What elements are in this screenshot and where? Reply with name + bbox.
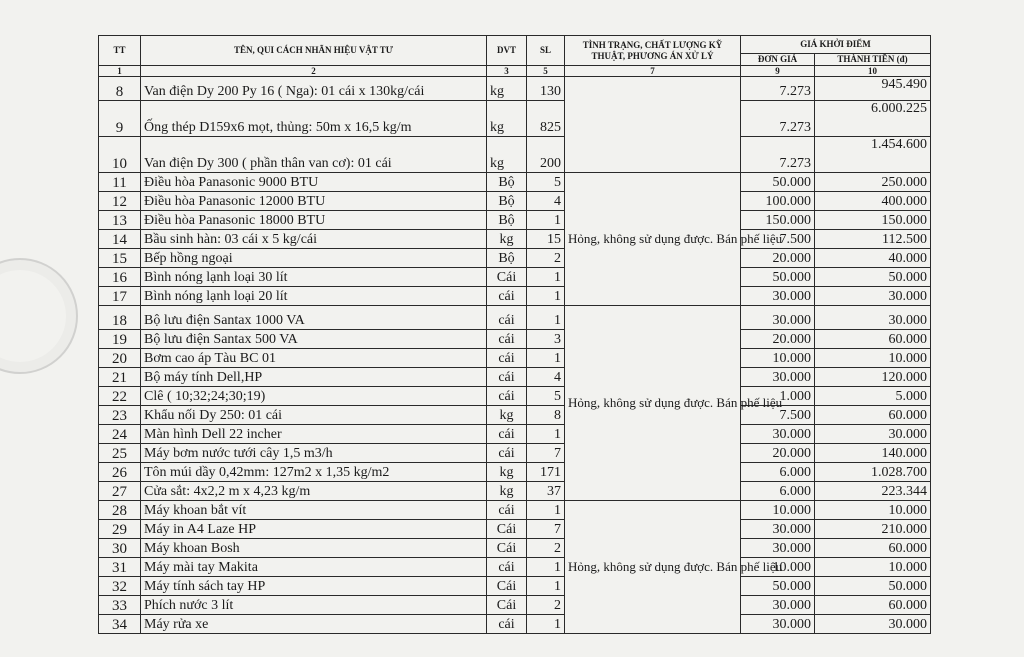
row-qty: 171 <box>527 463 565 482</box>
row-unit: kg <box>487 230 527 249</box>
row-tt: 24 <box>99 425 141 444</box>
row-price: 30.000 <box>741 287 815 306</box>
row-amount: 60.000 <box>815 406 931 425</box>
row-unit: cái <box>487 501 527 520</box>
row-amount: 40.000 <box>815 249 931 268</box>
row-amount: 5.000 <box>815 387 931 406</box>
table-row <box>99 425 931 444</box>
row-price: 20.000 <box>741 330 815 349</box>
row-tt: 28 <box>99 501 141 520</box>
row-amount: 10.000 <box>815 558 931 577</box>
table-row <box>99 101 931 137</box>
row-name: Máy khoan bắt vít <box>141 501 487 520</box>
row-amount: 250.000 <box>815 173 931 192</box>
row-tt: 20 <box>99 349 141 368</box>
header-tt: TT <box>99 36 141 66</box>
row-amount: 60.000 <box>815 539 931 558</box>
row-price: 10.000 <box>741 349 815 368</box>
row-price: 7.273 <box>741 77 815 101</box>
table-row <box>99 349 931 368</box>
col-number: 1 <box>99 66 141 77</box>
header-sl: SL <box>527 36 565 66</box>
status-note: Hỏng, không sử dụng được. Bán phế liệu <box>565 501 741 634</box>
row-amount: 30.000 <box>815 425 931 444</box>
row-amount: 945.490 <box>815 77 931 101</box>
row-qty: 1 <box>527 425 565 444</box>
row-amount: 10.000 <box>815 501 931 520</box>
row-name: Bình nóng lạnh loại 30 lít <box>141 268 487 287</box>
row-name: Máy bơm nước tưới cây 1,5 m3/h <box>141 444 487 463</box>
header-name: TÊN, QUI CÁCH NHÃN HIỆU VẬT TƯ <box>141 36 487 66</box>
row-qty: 7 <box>527 520 565 539</box>
row-unit: kg <box>487 463 527 482</box>
row-unit: kg <box>487 482 527 501</box>
row-qty: 1 <box>527 501 565 520</box>
table-row <box>99 306 931 330</box>
row-name: Điều hòa Panasonic 18000 BTU <box>141 211 487 230</box>
row-price: 30.000 <box>741 539 815 558</box>
row-unit: Cái <box>487 577 527 596</box>
row-name: Van điện Dy 200 Py 16 ( Nga): 01 cái x 130kg/cái <box>141 77 487 101</box>
row-unit: cái <box>487 558 527 577</box>
row-qty: 1 <box>527 211 565 230</box>
table-row <box>99 577 931 596</box>
row-unit: cái <box>487 444 527 463</box>
row-qty: 2 <box>527 596 565 615</box>
row-tt: 13 <box>99 211 141 230</box>
row-amount: 50.000 <box>815 577 931 596</box>
col-number: 2 <box>141 66 487 77</box>
row-name: Máy mài tay Makita <box>141 558 487 577</box>
row-tt: 17 <box>99 287 141 306</box>
faded-stamp <box>0 258 78 374</box>
row-unit: kg <box>487 101 527 137</box>
table-row <box>99 482 931 501</box>
header-amount: THÀNH TIỀN (đ) <box>815 54 931 66</box>
row-price: 20.000 <box>741 444 815 463</box>
row-qty: 7 <box>527 444 565 463</box>
col-number: 10 <box>815 66 931 77</box>
row-price: 6.000 <box>741 463 815 482</box>
row-tt: 27 <box>99 482 141 501</box>
row-tt: 23 <box>99 406 141 425</box>
row-qty: 4 <box>527 368 565 387</box>
status-note: Hỏng, không sử dụng được. Bán phế liệu <box>565 306 741 501</box>
row-qty: 1 <box>527 349 565 368</box>
table-row <box>99 558 931 577</box>
row-price: 7.273 <box>741 137 815 173</box>
row-qty: 1 <box>527 577 565 596</box>
row-name: Cửa sắt: 4x2,2 m x 4,23 kg/m <box>141 482 487 501</box>
row-price: 7.273 <box>741 101 815 137</box>
row-tt: 31 <box>99 558 141 577</box>
row-tt: 15 <box>99 249 141 268</box>
row-qty: 2 <box>527 539 565 558</box>
table-row <box>99 287 931 306</box>
row-qty: 1 <box>527 268 565 287</box>
row-name: Bộ lưu điện Santax 500 VA <box>141 330 487 349</box>
row-price: 50.000 <box>741 268 815 287</box>
row-qty: 1 <box>527 558 565 577</box>
row-unit: cái <box>487 306 527 330</box>
row-unit: cái <box>487 330 527 349</box>
header-price-group: GIÁ KHỞI ĐIỂM <box>741 36 931 54</box>
row-amount: 30.000 <box>815 287 931 306</box>
table-row <box>99 230 931 249</box>
row-price: 6.000 <box>741 482 815 501</box>
row-qty: 1 <box>527 287 565 306</box>
row-tt: 29 <box>99 520 141 539</box>
row-name: Clê ( 10;32;24;30;19) <box>141 387 487 406</box>
row-price: 7.500 <box>741 230 815 249</box>
row-unit: cái <box>487 387 527 406</box>
row-unit: kg <box>487 77 527 101</box>
row-price: 10.000 <box>741 501 815 520</box>
header-status: TÌNH TRẠNG, CHẤT LƯỢNG KỸ THUẬT, PHƯƠNG ÁN XỬ LÝ <box>565 36 741 66</box>
row-tt: 21 <box>99 368 141 387</box>
row-amount: 210.000 <box>815 520 931 539</box>
row-price: 20.000 <box>741 249 815 268</box>
row-price: 30.000 <box>741 520 815 539</box>
row-unit: cái <box>487 287 527 306</box>
row-name: Van điện Dy 300 ( phần thân van cơ): 01 cái <box>141 137 487 173</box>
row-amount: 6.000.225 <box>815 101 931 137</box>
row-tt: 18 <box>99 306 141 330</box>
table-row <box>99 211 931 230</box>
header-unit-price: ĐƠN GIÁ <box>741 54 815 66</box>
col-number: 5 <box>527 66 565 77</box>
row-tt: 33 <box>99 596 141 615</box>
row-qty: 15 <box>527 230 565 249</box>
row-name: Máy khoan Bosh <box>141 539 487 558</box>
asset-price-table <box>98 35 931 634</box>
row-tt: 25 <box>99 444 141 463</box>
row-unit: Bộ <box>487 249 527 268</box>
row-tt: 8 <box>99 77 141 101</box>
row-price: 50.000 <box>741 173 815 192</box>
row-price: 7.500 <box>741 406 815 425</box>
table-row <box>99 137 931 173</box>
row-qty: 825 <box>527 101 565 137</box>
row-name: Bình nóng lạnh loại 20 lít <box>141 287 487 306</box>
row-tt: 10 <box>99 137 141 173</box>
row-amount: 10.000 <box>815 349 931 368</box>
table-row <box>99 406 931 425</box>
table-row <box>99 192 931 211</box>
row-tt: 11 <box>99 173 141 192</box>
row-amount: 120.000 <box>815 368 931 387</box>
row-qty: 3 <box>527 330 565 349</box>
row-tt: 19 <box>99 330 141 349</box>
table-row <box>99 539 931 558</box>
table-row <box>99 463 931 482</box>
header-dvt: DVT <box>487 36 527 66</box>
row-qty: 1 <box>527 615 565 634</box>
row-name: Tôn múi dầy 0,42mm: 127m2 x 1,35 kg/m2 <box>141 463 487 482</box>
row-name: Máy rửa xe <box>141 615 487 634</box>
row-amount: 50.000 <box>815 268 931 287</box>
row-amount: 30.000 <box>815 306 931 330</box>
row-amount: 1.028.700 <box>815 463 931 482</box>
row-name: Bơm cao áp Tàu BC 01 <box>141 349 487 368</box>
row-qty: 4 <box>527 192 565 211</box>
table-row <box>99 268 931 287</box>
row-price: 30.000 <box>741 368 815 387</box>
row-unit: cái <box>487 615 527 634</box>
row-amount: 30.000 <box>815 615 931 634</box>
row-amount: 112.500 <box>815 230 931 249</box>
row-unit: Bộ <box>487 173 527 192</box>
table-row <box>99 330 931 349</box>
row-price: 50.000 <box>741 577 815 596</box>
row-amount: 223.344 <box>815 482 931 501</box>
row-qty: 200 <box>527 137 565 173</box>
row-unit: Cái <box>487 520 527 539</box>
row-qty: 8 <box>527 406 565 425</box>
row-amount: 150.000 <box>815 211 931 230</box>
row-unit: cái <box>487 425 527 444</box>
col-number: 9 <box>741 66 815 77</box>
row-amount: 400.000 <box>815 192 931 211</box>
table-row <box>99 77 931 101</box>
row-name: Khẩu nối Dy 250: 01 cái <box>141 406 487 425</box>
row-unit: Cái <box>487 539 527 558</box>
row-name: Máy in A4 Laze HP <box>141 520 487 539</box>
row-tt: 12 <box>99 192 141 211</box>
col-number: 7 <box>565 66 741 77</box>
row-price: 1.000 <box>741 387 815 406</box>
row-tt: 32 <box>99 577 141 596</box>
row-name: Ống thép D159x6 mọt, thủng: 50m x 16,5 kg/m <box>141 101 487 137</box>
row-name: Máy tính sách tay HP <box>141 577 487 596</box>
row-unit: Cái <box>487 268 527 287</box>
row-name: Bộ lưu điện Santax 1000 VA <box>141 306 487 330</box>
row-name: Điều hòa Panasonic 12000 BTU <box>141 192 487 211</box>
row-price: 150.000 <box>741 211 815 230</box>
row-name: Bếp hồng ngoại <box>141 249 487 268</box>
row-name: Điều hòa Panasonic 9000 BTU <box>141 173 487 192</box>
row-price: 100.000 <box>741 192 815 211</box>
row-unit: cái <box>487 349 527 368</box>
row-price: 30.000 <box>741 615 815 634</box>
table-row <box>99 173 931 192</box>
row-unit: cái <box>487 368 527 387</box>
row-tt: 14 <box>99 230 141 249</box>
table-row <box>99 501 931 520</box>
row-amount: 1.454.600 <box>815 137 931 173</box>
table-row <box>99 520 931 539</box>
row-tt: 34 <box>99 615 141 634</box>
row-amount: 60.000 <box>815 330 931 349</box>
row-tt: 30 <box>99 539 141 558</box>
row-tt: 16 <box>99 268 141 287</box>
status-cell-empty <box>565 77 741 173</box>
row-unit: Bộ <box>487 192 527 211</box>
row-price: 30.000 <box>741 425 815 444</box>
row-name: Bầu sinh hàn: 03 cái x 5 kg/cái <box>141 230 487 249</box>
row-qty: 5 <box>527 387 565 406</box>
row-unit: kg <box>487 137 527 173</box>
table-row <box>99 615 931 634</box>
row-unit: Bộ <box>487 211 527 230</box>
row-qty: 2 <box>527 249 565 268</box>
row-tt: 22 <box>99 387 141 406</box>
table-row <box>99 387 931 406</box>
row-tt: 9 <box>99 101 141 137</box>
row-qty: 1 <box>527 306 565 330</box>
table-row <box>99 444 931 463</box>
row-name: Bộ máy tính Dell,HP <box>141 368 487 387</box>
table-row <box>99 249 931 268</box>
row-name: Màn hình Dell 22 incher <box>141 425 487 444</box>
row-unit: Cái <box>487 596 527 615</box>
row-name: Phích nước 3 lít <box>141 596 487 615</box>
row-amount: 140.000 <box>815 444 931 463</box>
row-qty: 37 <box>527 482 565 501</box>
row-tt: 26 <box>99 463 141 482</box>
table-row <box>99 596 931 615</box>
col-number: 3 <box>487 66 527 77</box>
row-amount: 60.000 <box>815 596 931 615</box>
row-unit: kg <box>487 406 527 425</box>
row-price: 10.000 <box>741 558 815 577</box>
row-price: 30.000 <box>741 596 815 615</box>
row-qty: 5 <box>527 173 565 192</box>
row-qty: 130 <box>527 77 565 101</box>
table-row <box>99 368 931 387</box>
row-price: 30.000 <box>741 306 815 330</box>
status-note: Hỏng, không sử dụng được. Bán phế liệu <box>565 173 741 306</box>
